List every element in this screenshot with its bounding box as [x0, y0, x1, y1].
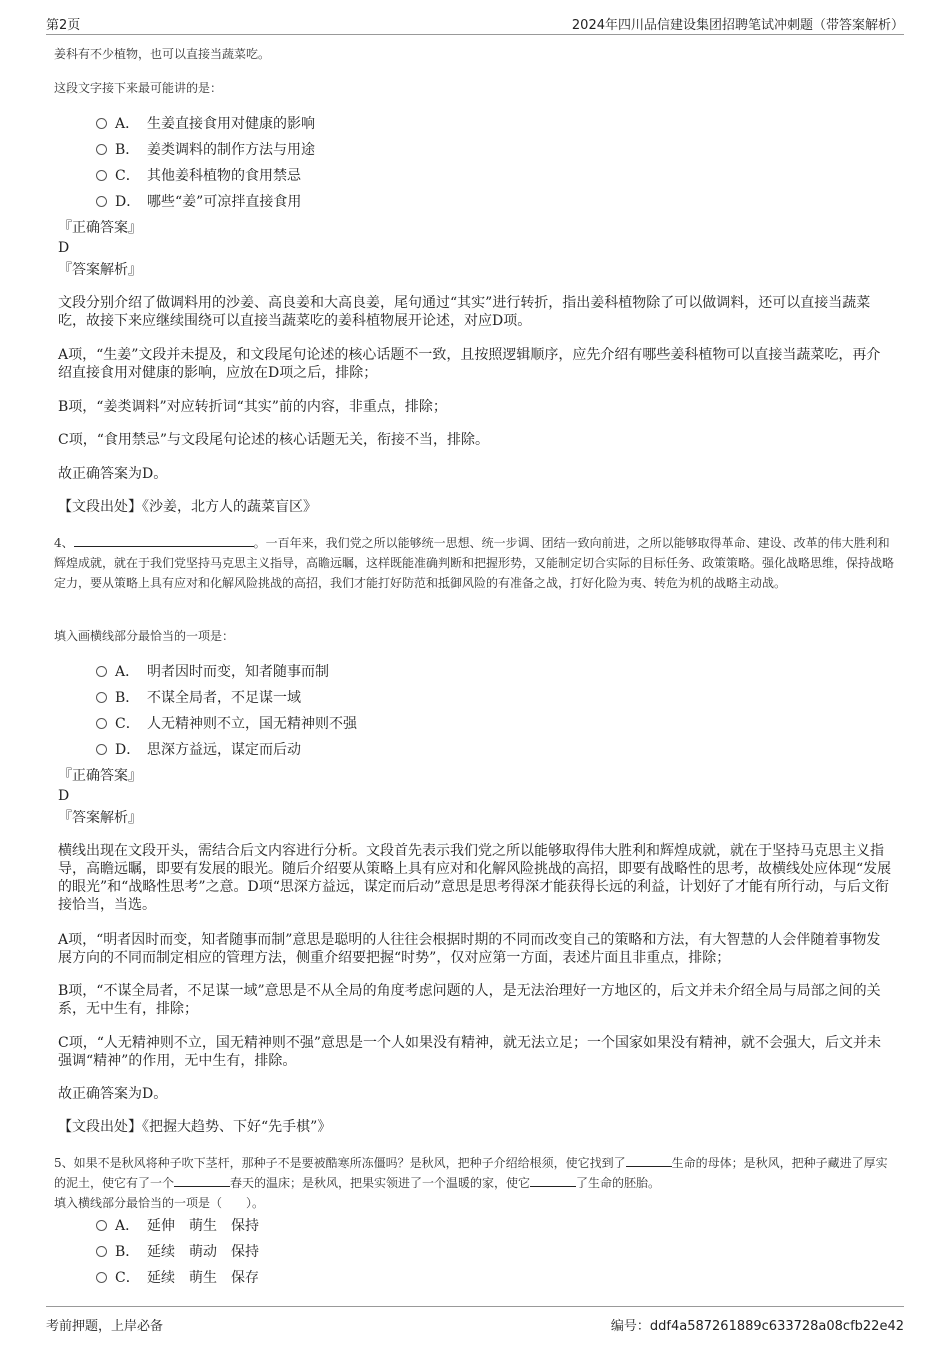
radio-icon[interactable] — [96, 666, 107, 677]
footer-slogan: 考前押题，上岸必备 — [46, 1319, 164, 1334]
page-footer — [46, 1306, 904, 1337]
radio-icon[interactable] — [96, 170, 107, 181]
q3-analysis-2: A项，“生姜”文段并未提及，和文段尾句论述的核心话题不一致，且按照逻辑顺序，应先介绍有哪些姜科植物可以直接当蔬菜吃，再介绍直接食用对健康的影响，应放在D项之后，排除； — [58, 347, 881, 381]
q4-analysis-1: 横线出现在文段开头，需结合后文内容进行分析。文段首先表示我们党之所以能够取得伟大胜利和辉煌成就，就在于坚持马克思主义指导，高瞻远瞩，即要有发展的眼光。随后介绍要从策略上具有应对和化解风险挑战的高招，即要有战略性的思考，故横线处应体现“发展的眼光”和“战略性思考”之意。D项“思深方益远，谋定而后动”意思是思考得深才能获得长远的利益，计划好了才能有所行动，与后文衔接恰当，当选。 — [58, 843, 892, 913]
q4-answer-label: 『正确答案』 — [58, 768, 142, 784]
radio-icon[interactable] — [96, 1246, 107, 1257]
radio-icon[interactable] — [96, 118, 107, 129]
q3-option-a[interactable]: A． 生姜直接食用对健康的影响 — [96, 114, 315, 134]
q3-analysis-label: 『答案解析』 — [58, 262, 142, 278]
q4-option-c[interactable]: C． 人无精神则不立，国无精神则不强 — [96, 714, 357, 734]
fill-blank — [530, 1186, 576, 1187]
radio-icon[interactable] — [96, 718, 107, 729]
page-number: 第2页 — [46, 18, 81, 33]
q3-analysis-1: 文段分别介绍了做调料用的沙姜、高良姜和大高良姜，尾句通过“其实”进行转折，指出姜科植物除了可以做调料，还可以直接当蔬菜吃，故接下来应继续围绕可以直接当蔬菜吃的姜科植物展开论述，对应D项。 — [58, 295, 871, 329]
q4-source: 【文段出处】《把握大趋势、下好“先手棋”》 — [58, 1119, 332, 1135]
document-code: 编号：ddf4a587261889c633728a08cfb22e42 — [610, 1319, 904, 1334]
q4-option-b[interactable]: B． 不谋全局者，不足谋一域 — [96, 688, 301, 708]
page-header — [46, 14, 904, 35]
q4-analysis-label: 『答案解析』 — [58, 810, 142, 826]
q4-answer: D — [58, 788, 70, 804]
document-title: 2024年四川品信建设集团招聘笔试冲刺题（带答案解析） — [571, 18, 904, 33]
q3-option-d[interactable]: D． 哪些“姜”可凉拌直接食用 — [96, 192, 301, 212]
q5-prompt: 填入横线部分最恰当的一项是（ ）。 — [54, 1196, 265, 1210]
q3-answer: D — [58, 240, 70, 256]
q3-intro-tail: 姜科有不少植物，也可以直接当蔬菜吃。 — [54, 47, 271, 61]
q3-analysis-3: B项，“姜类调料”对应转折词“其实”前的内容，非重点，排除； — [58, 399, 447, 415]
q5-stem: 5、如果不是秋风将种子吹下茎杆，那种子不是要被酷寒所冻僵吗？是秋风，把种子介绍给根须，使它找到了 生命的母体；是秋风，把种子藏进了厚实的泥土，使它有了一个 春天的温床；是秋风，把果实领进了一个温暖的家，使它 了生命的胚胎。 — [54, 1156, 888, 1190]
q4-analysis-2: A项，“明者因时而变，知者随事而制”意思是聪明的人往往会根据时期的不同而改变自己的策略和方法，有大智慧的人会伴随着事物发展方向的不同而制定相应的管理方法，侧重介绍要把握“时势”，仅对应第一方面，表述片面且非重点，排除； — [58, 932, 881, 966]
q3-option-c[interactable]: C． 其他姜科植物的食用禁忌 — [96, 166, 301, 186]
q4-prompt: 填入画横线部分最恰当的一项是： — [54, 629, 235, 643]
radio-icon[interactable] — [96, 1220, 107, 1231]
q3-prompt: 这段文字接下来最可能讲的是： — [54, 81, 223, 95]
q4-analysis-4: C项，“人无精神则不立，国无精神则不强”意思是一个人如果没有精神，就无法立足；一个国家如果没有精神，就不会强大，后文并未强调“精神”的作用，无中生有，排除。 — [58, 1035, 882, 1069]
radio-icon[interactable] — [96, 144, 107, 155]
fill-blank — [626, 1166, 672, 1167]
fill-blank — [74, 546, 254, 547]
q4-analysis-3: B项，“不谋全局者，不足谋一域”意思是不从全局的角度考虑问题的人，是无法治理好一方地区的，后文并未介绍全局与局部之间的关系，无中生有，排除； — [58, 983, 881, 1017]
q3-analysis-4: C项，“食用禁忌”与文段尾句论述的核心话题无关，衔接不当，排除。 — [58, 432, 490, 448]
radio-icon[interactable] — [96, 692, 107, 703]
q4-stem: 4、 。一百年来，我们党之所以能够统一思想、统一步调、团结一致向前进，之所以能够取得革命、建设、改革的伟大胜利和辉煌成就，就在于我们党坚持马克思主义指导，高瞻远瞩，这样既能准确判断和把握形势，又能制定切合实际的目标任务、政策策略。强化战略思维，保持战略定力，要从策略上具有应对和化解风险挑战的高招，我们才能打好防范和抵御风险的有准备之战，打好化险为夷、转危为机的战略主动战。 — [54, 536, 895, 590]
fill-blank — [174, 1186, 230, 1187]
radio-icon[interactable] — [96, 744, 107, 755]
q4-analysis-5: 故正确答案为D。 — [58, 1086, 168, 1102]
q3-source: 【文段出处】《沙姜，北方人的蔬菜盲区》 — [58, 499, 317, 515]
q5-option-a[interactable]: A． 延伸 萌生 保持 — [96, 1216, 259, 1236]
q5-option-c[interactable]: C． 延续 萌生 保存 — [96, 1268, 259, 1288]
radio-icon[interactable] — [96, 1272, 107, 1283]
q3-option-b[interactable]: B． 姜类调料的制作方法与用途 — [96, 140, 315, 160]
q3-analysis-5: 故正确答案为D。 — [58, 466, 168, 482]
q3-answer-label: 『正确答案』 — [58, 220, 142, 236]
q5-option-b[interactable]: B． 延续 萌动 保持 — [96, 1242, 259, 1262]
radio-icon[interactable] — [96, 196, 107, 207]
q4-option-a[interactable]: A． 明者因时而变，知者随事而制 — [96, 662, 329, 682]
q4-option-d[interactable]: D． 思深方益远，谋定而后动 — [96, 740, 301, 760]
